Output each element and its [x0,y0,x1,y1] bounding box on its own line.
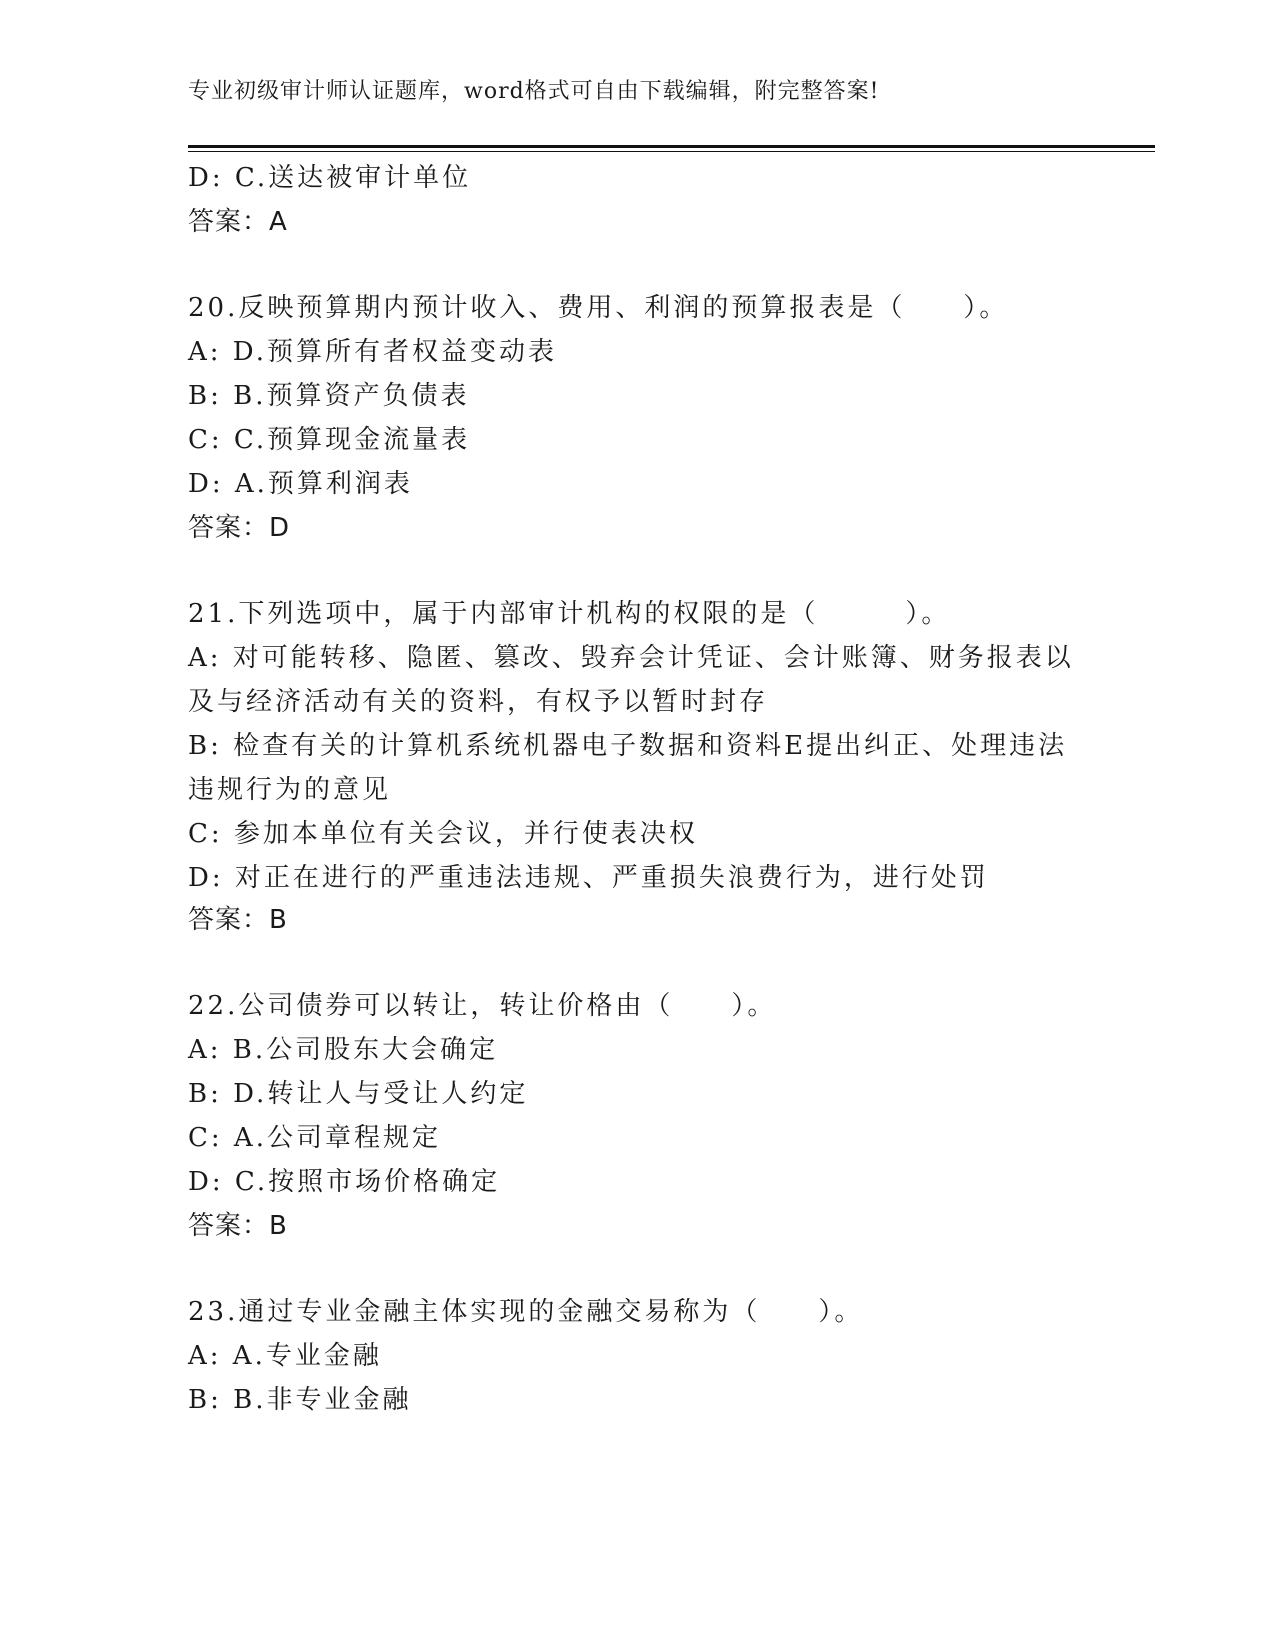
question-21: 21.下列选项中，属于内部审计机构的权限的是（ ）。 [188,599,951,629]
option-a: A: D.预算所有者权益变动表 [188,337,557,367]
option-c: C: C.预算现金流量表 [188,425,471,455]
header-rule-thick [188,145,1155,148]
option-b: B: B.非专业金融 [188,1385,412,1415]
answer: 答案：B [188,905,288,935]
question-22: 22.公司债券可以转让，转让价格由（ ）。 [188,991,777,1021]
header-rule-thin [188,151,1155,152]
question-23: 23.通过专业金融主体实现的金融交易称为（ ）。 [188,1297,864,1327]
option-b-continued: 违规行为的意见 [188,775,392,805]
option-d: D: A.预算利润表 [188,469,413,499]
option-b: B: D.转让人与受让人约定 [188,1079,529,1109]
question-20: 20.反映预算期内预计收入、费用、利润的预算报表是（ ）。 [188,293,1009,323]
option-b: B: 检查有关的计算机系统机器电子数据和资料E提出纠正、处理违法 [188,731,1068,761]
option-b: B: B.预算资产负债表 [188,381,470,411]
option-c: C: 参加本单位有关会议，并行使表决权 [188,819,698,849]
option-d: D: 对正在进行的严重违法违规、严重损失浪费行为，进行处罚 [188,863,989,893]
answer: 答案：B [188,1211,288,1241]
answer: 答案：A [188,207,288,237]
page-header: 专业初级审计师认证题库，word格式可自由下载编辑，附完整答案! [188,79,880,104]
option-a: A: 对可能转移、隐匿、篡改、毁弃会计凭证、会计账簿、财务报表以 [188,643,1074,673]
option-a: A: B.公司股东大会确定 [188,1035,499,1065]
option-c: C: A.公司章程规定 [188,1123,441,1153]
option-a-continued: 及与经济活动有关的资料，有权予以暂时封存 [188,687,769,717]
option-d: D: C.按照市场价格确定 [188,1167,501,1197]
answer: 答案：D [188,513,291,543]
option-d: D: C.送达被审计单位 [188,163,472,193]
option-a: A: A.专业金融 [188,1341,382,1371]
